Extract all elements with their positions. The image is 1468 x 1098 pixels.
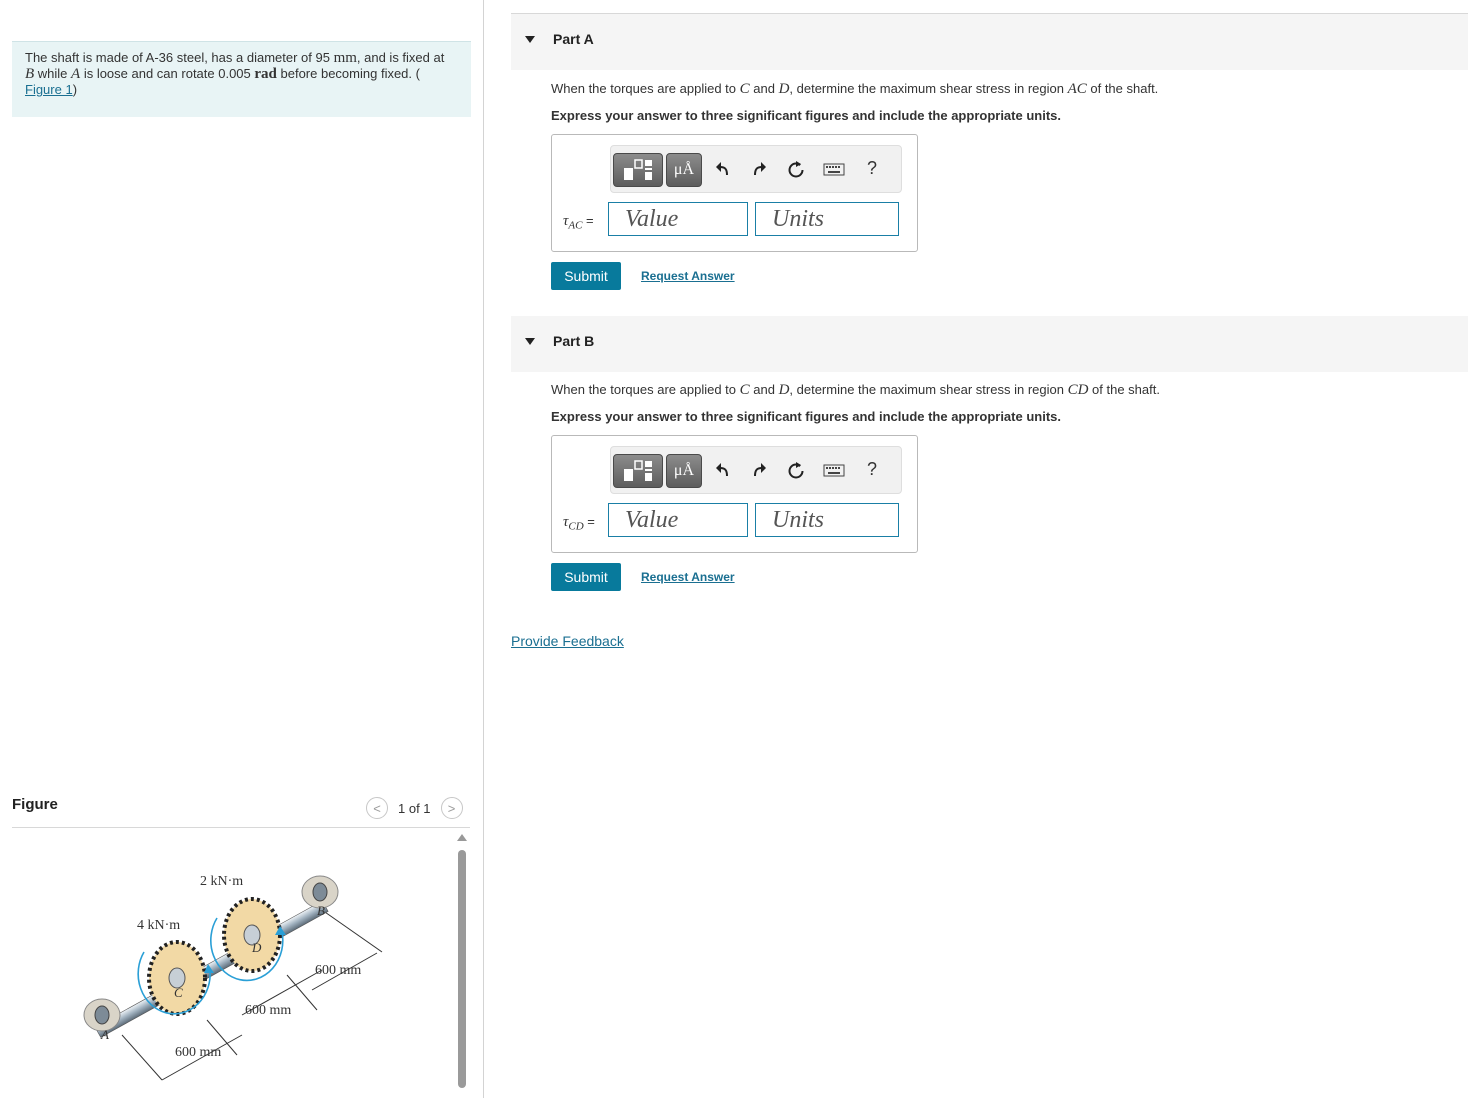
tau-cd-label — [563, 514, 595, 533]
part-b-title: Part B — [553, 333, 595, 349]
region-ac: AC — [1067, 81, 1087, 97]
dim-ac-label: 600 mm — [175, 1045, 222, 1060]
chevron-right-icon: > — [447, 800, 456, 816]
part-a-instruction: Express your answer to three significant figures and include the appropriate units. — [551, 108, 1061, 123]
value-input[interactable] — [608, 202, 748, 236]
units-button[interactable]: μÅ — [666, 153, 702, 187]
keyboard-icon — [823, 463, 845, 477]
prev-figure-button[interactable] — [366, 797, 388, 819]
question-text: and — [749, 81, 779, 96]
figure-scrollbar[interactable] — [457, 834, 467, 1094]
figure-link[interactable]: Figure 1 — [25, 82, 73, 97]
keyboard-icon — [823, 162, 845, 176]
problem-text: The shaft is made of A-36 steel, has a diameter of 95 — [25, 50, 334, 65]
math-toolbar — [610, 145, 902, 193]
redo-icon — [751, 161, 767, 177]
column-divider — [483, 0, 484, 1098]
part-b-header[interactable] — [511, 316, 1468, 372]
part-b-instruction: Express your answer to three significant figures and include the appropriate units. — [551, 409, 1061, 424]
point-c-label: C — [174, 985, 183, 1000]
shaft-figure — [12, 840, 452, 1090]
keyboard-button[interactable] — [821, 457, 847, 483]
tau-symbol: τ — [563, 514, 569, 530]
submit-button[interactable]: Submit — [551, 563, 621, 591]
region-cd: CD — [1067, 382, 1089, 398]
units-input[interactable] — [755, 202, 899, 236]
point-b-label: B — [317, 903, 325, 918]
torque-c-label: 4 kN·m — [137, 918, 181, 933]
scroll-up-arrow-icon[interactable] — [457, 834, 467, 841]
templates-icon — [614, 154, 662, 186]
redo-button[interactable] — [747, 457, 771, 483]
undo-icon — [715, 462, 731, 478]
next-figure-button[interactable] — [441, 797, 463, 819]
redo-icon — [751, 462, 767, 478]
question-text: , determine the maximum shear stress in region — [789, 382, 1068, 397]
part-a-question — [551, 81, 1158, 98]
shaft — [95, 901, 328, 1038]
var-d: D — [778, 382, 790, 398]
point-d-label: D — [252, 940, 262, 955]
units-button[interactable]: μÅ — [666, 454, 702, 488]
math-toolbar — [610, 446, 902, 494]
part-a-header[interactable] — [511, 14, 1468, 70]
request-answer-link[interactable]: Request Answer — [641, 570, 735, 584]
tau-symbol: τ — [563, 213, 569, 229]
request-answer-link[interactable]: Request Answer — [641, 269, 735, 283]
problem-text: , and is fixed at — [356, 50, 445, 65]
figure-pager — [366, 797, 463, 819]
figure-count: 1 of 1 — [398, 800, 431, 816]
tau-ac-label — [563, 213, 594, 232]
collapse-triangle-icon[interactable] — [525, 338, 535, 345]
undo-button[interactable] — [711, 457, 735, 483]
question-text: and — [749, 382, 779, 397]
provide-feedback-link[interactable]: Provide Feedback — [511, 633, 624, 649]
undo-button[interactable] — [711, 156, 735, 182]
unit-rad: rad — [254, 66, 277, 82]
redo-button[interactable] — [747, 156, 771, 182]
equals-sign: = — [582, 213, 594, 228]
reset-icon — [787, 160, 805, 178]
point-a-label: A — [101, 1027, 109, 1042]
reset-button[interactable] — [784, 156, 808, 182]
problem-statement — [12, 41, 471, 117]
reset-button[interactable] — [784, 457, 808, 483]
figure-divider — [12, 827, 470, 828]
var-d: D — [778, 81, 790, 97]
scroll-thumb[interactable] — [458, 850, 466, 1088]
question-text: of the shaft. — [1088, 382, 1160, 397]
question-text: When the torques are applied to — [551, 81, 740, 96]
units-input[interactable] — [755, 503, 899, 537]
equals-sign: = — [583, 514, 595, 529]
problem-text: before becoming fixed. ( — [276, 66, 420, 81]
dim-cd-label: 600 mm — [245, 1003, 292, 1018]
part-b-question — [551, 382, 1160, 399]
submit-button[interactable]: Submit — [551, 262, 621, 290]
part-b-answer-box — [551, 435, 918, 553]
question-text: When the torques are applied to — [551, 382, 740, 397]
help-button[interactable]: ? — [867, 459, 878, 479]
question-text: , determine the maximum shear stress in region — [789, 81, 1068, 96]
help-button[interactable]: ? — [867, 158, 878, 178]
question-text: of the shaft. — [1086, 81, 1159, 96]
problem-text: is loose and can rotate 0.005 — [80, 66, 255, 81]
var-c: C — [739, 382, 750, 398]
gear-c — [138, 942, 214, 1014]
torque-d-label: 2 kN·m — [200, 874, 244, 889]
templates-button[interactable] — [613, 454, 663, 488]
tau-subscript: CD — [568, 520, 584, 533]
unit-mm: mm — [333, 50, 357, 66]
undo-icon — [715, 161, 731, 177]
keyboard-button[interactable] — [821, 156, 847, 182]
tau-subscript: AC — [568, 219, 583, 232]
part-a-title: Part A — [553, 31, 594, 47]
figure-title: Figure — [12, 796, 58, 813]
reset-icon — [787, 461, 805, 479]
templates-button[interactable] — [613, 153, 663, 187]
templates-icon — [614, 455, 662, 487]
left-column — [0, 0, 483, 1098]
problem-text: ) — [72, 82, 78, 97]
var-c: C — [739, 81, 750, 97]
var-b: B — [25, 66, 35, 82]
var-a: A — [71, 66, 81, 82]
collapse-triangle-icon[interactable] — [525, 36, 535, 43]
value-input[interactable] — [608, 503, 748, 537]
dim-db-label: 600 mm — [315, 963, 362, 978]
problem-text: while — [34, 66, 72, 81]
part-a-answer-box — [551, 134, 918, 252]
chevron-left-icon: < — [373, 800, 381, 816]
